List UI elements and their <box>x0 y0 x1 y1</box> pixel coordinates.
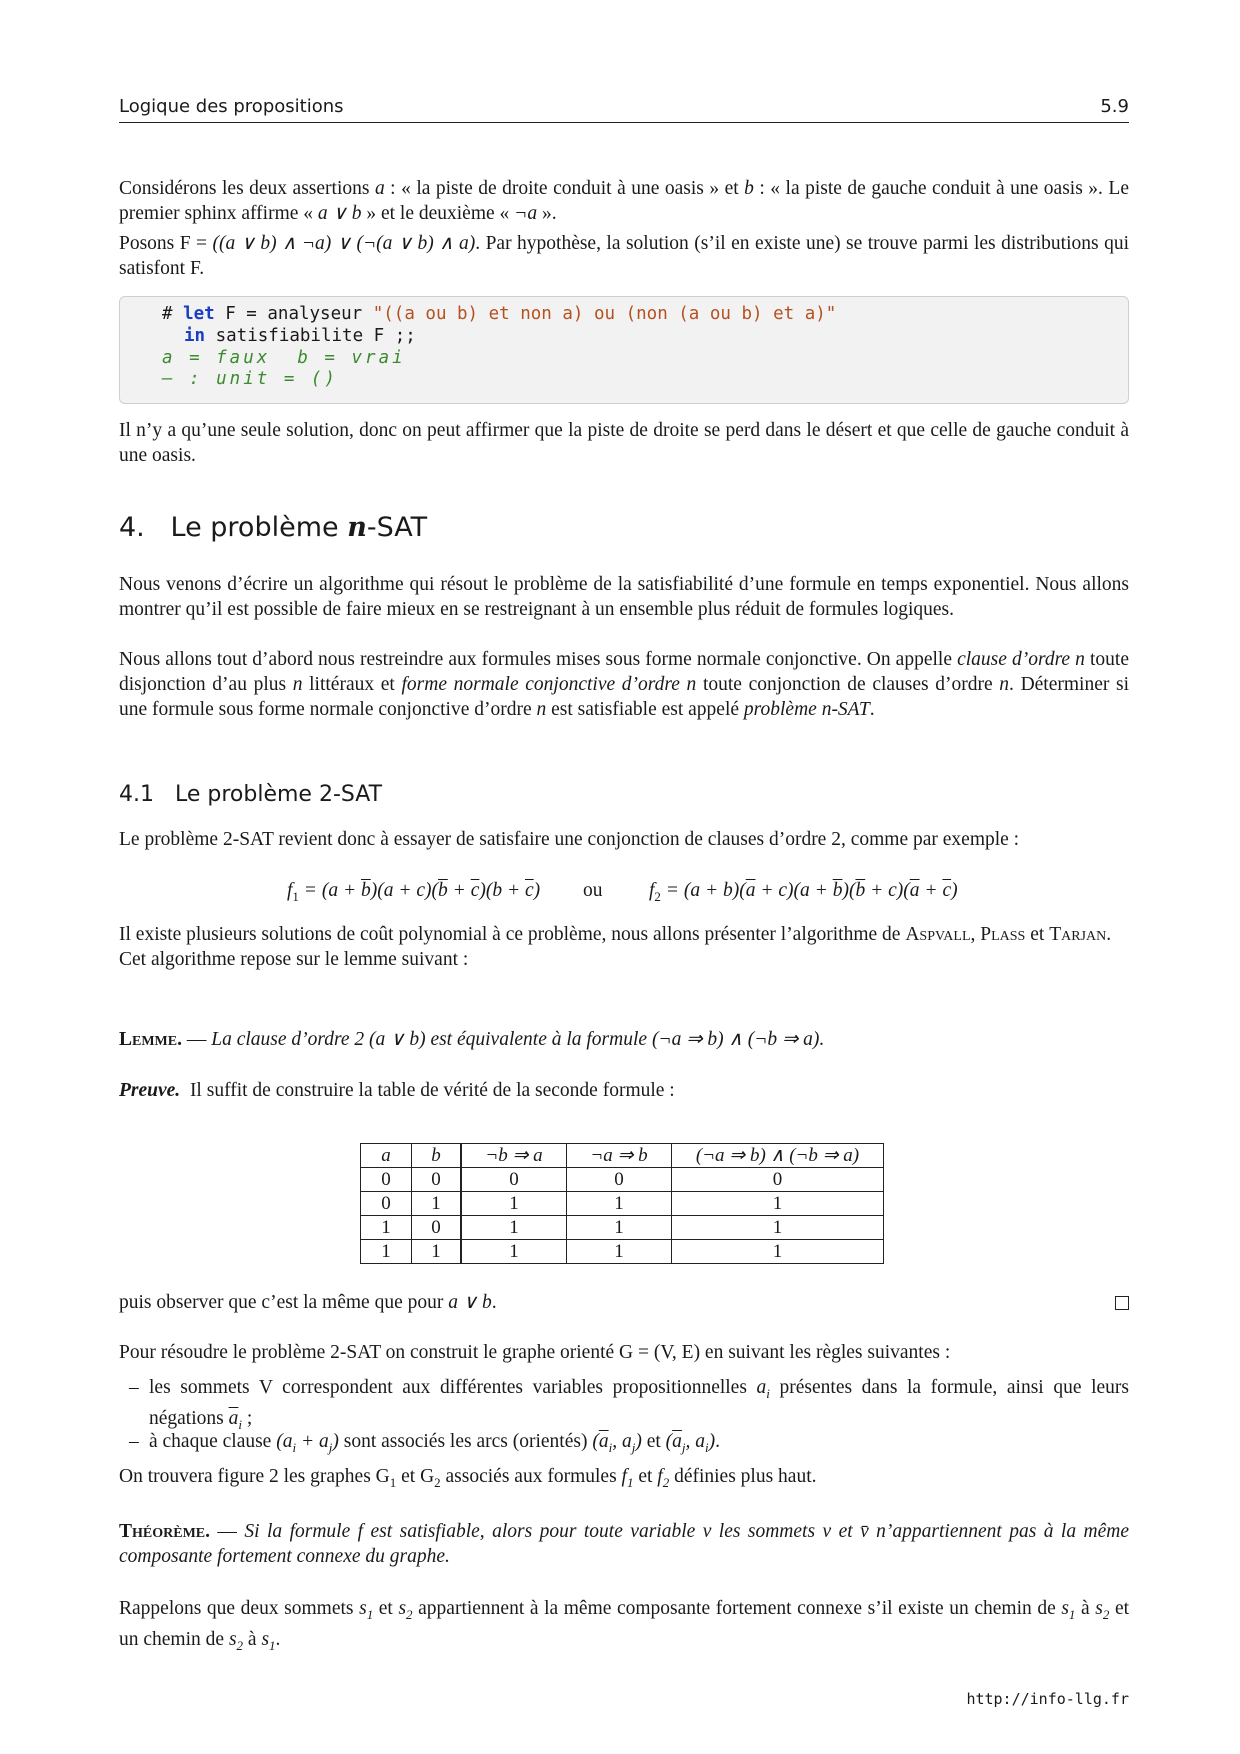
code-line-1: # let F = analyseur "((a ou b) et non a) ou (non (a ou b) et a)" <box>162 304 837 324</box>
equation-f2: $f_2 = (a + b)(\overline{a} + c)(a + \overline{b})(\overline{b} + c)(\overline{a} + \overline{c})$ <box>649 880 958 904</box>
code-output-1: a = faux b = vrai <box>162 348 406 368</box>
equation-f1: $f_1 = (a + \overline{b})(a + c)(\overline{b} + \overline{c})(b + \overline{c})$ <box>287 880 541 904</box>
table-cell: 0 <box>361 1192 412 1216</box>
table-cell: 0 <box>672 1168 884 1192</box>
footer-url[interactable]: http://info-llg.fr <box>966 1690 1129 1708</box>
running-header <box>119 96 1129 123</box>
table-cell: 1 <box>361 1240 412 1264</box>
table-row <box>361 1240 884 1264</box>
proof-end: puis observer que c’est la même que pour a ∨ b. <box>119 1292 497 1313</box>
table-cell: 1 <box>672 1216 884 1240</box>
code-block <box>119 296 1129 404</box>
proof: Preuve. Il suffit de construire la table de vérité de la seconde formule : <box>119 1080 675 1101</box>
page <box>119 0 1129 1754</box>
table-header-cell: a <box>361 1144 412 1168</box>
list-item: – à chaque clause $(a_i + a_j)$ sont associés les arcs (orientés) ($\overline{a}_i$, $a_j$) et ($\overline{a}_j$, $a_i$). <box>129 1431 721 1455</box>
table-row <box>361 1168 884 1192</box>
subsection-paragraph-2: Il existe plusieurs solutions de coût polynomial à ce problème, nous allons présenter l’algorithme de Aspvall, Plass et Tarjan. Cet algorithme repose sur le lemme suivant : <box>119 924 1112 970</box>
table-cell: 0 <box>412 1168 462 1192</box>
table-header-cell: b <box>412 1144 462 1168</box>
code-line-2: in satisfiabilite F ;; <box>184 326 416 346</box>
table-cell: 1 <box>461 1192 567 1216</box>
table-row <box>361 1216 884 1240</box>
qed-square-icon <box>1115 1296 1129 1310</box>
list-item: – les sommets V correspondent aux différentes variables propositionnelles $a_i$ présentes dans la formule, ainsi que leurs négations $\overline{a}_i$ ; <box>129 1377 1129 1432</box>
table-cell: 1 <box>412 1192 462 1216</box>
table-cell: 1 <box>567 1240 672 1264</box>
after-code-paragraph: Il n’y a qu’une seule solution, donc on peut affirmer que la piste de droite se perd dans le désert et que celle de gauche conduit à une oasis. <box>119 420 1129 466</box>
final-paragraph: Rappelons que deux sommets $s_1$ et $s_2$ appartiennent à la même composante fortement connexe s’il existe un chemin de $s_1$ à $s_2$ et un chemin de $s_2$ à $s_1$. <box>119 1598 1130 1653</box>
table-cell: 1 <box>567 1216 672 1240</box>
table-cell: 1 <box>361 1216 412 1240</box>
table-header-cell: ¬a ⇒ b <box>567 1144 672 1168</box>
formula-F: ((a ∨ b) ∧ ¬a) ∨ (¬(a ∨ b) ∧ a) <box>212 233 476 254</box>
formula-paragraph: Posons F = ((a ∨ b) ∧ ¬a) ∨ (¬(a ∨ b) ∧ a). Par hypothèse, la solution (s’il en existe une) se trouve parmi les distributions qui satisfont F. <box>119 233 1129 279</box>
table-cell: 1 <box>672 1240 884 1264</box>
lemma: Lemme. — La clause d’ordre 2 (a ∨ b) est équivalente à la formule (¬a ⇒ b) ∧ (¬b ⇒ a). <box>119 1029 825 1050</box>
section-paragraph-2: Nous allons tout d’abord nous restreindre aux formules mises sous forme normale conjonctive. On appelle clause d’ordre n toute disjonction d’au plus n littéraux et forme normale conjonctive d’ordre n toute conjonction de clauses d’ordre n. Déterminer si une formule sous forme normale conjonctive d’ordre n est satisfiable est appelé problème n-SAT. <box>119 649 1129 720</box>
table-cell: 1 <box>412 1240 462 1264</box>
header-title: Logique des propositions <box>119 96 344 117</box>
subsection-heading: 4.1 Le problème 2-SAT <box>119 782 383 807</box>
table-row <box>361 1192 884 1216</box>
figure-paragraph: On trouvera figure 2 les graphes $G_1$ et $G_2$ associés aux formules $f_1$ et $f_2$ définies plus haut. <box>119 1466 817 1490</box>
table-header-cell: (¬a ⇒ b) ∧ (¬b ⇒ a) <box>672 1144 884 1168</box>
section-paragraph-1: Nous venons d’écrire un algorithme qui résout le problème de la satisfiabilité d’une formule en temps exponentiel. Nous allons montrer qu’il est possible de faire mieux en se restreignant à un ensemble plus réduit de formules logiques. <box>119 574 1129 620</box>
table-cell: 1 <box>461 1240 567 1264</box>
table-header-cell: ¬b ⇒ a <box>461 1144 567 1168</box>
theorem: Théorème. — Si la formule f est satisfiable, alors pour toute variable v les sommets v et v̄ n’appartiennent pas à la même composante fortement connexe du graphe. <box>119 1521 1130 1567</box>
header-page-number: 5.9 <box>1100 96 1129 117</box>
table-cell: 0 <box>461 1168 567 1192</box>
subsection-paragraph-1: Le problème 2-SAT revient donc à essayer de satisfaire une conjonction de clauses d’ordre 2, comme par exemple : <box>119 829 1020 850</box>
code-output-2: – : unit = () <box>162 369 338 389</box>
table-header-row <box>361 1144 884 1168</box>
table-cell: 1 <box>672 1192 884 1216</box>
graph-paragraph: Pour résoudre le problème 2-SAT on construit le graphe orienté G = (V, E) en suivant les règles suivantes : <box>119 1342 951 1363</box>
table-cell: 0 <box>567 1168 672 1192</box>
table-cell: 0 <box>361 1168 412 1192</box>
equation-or-word: ou <box>583 880 603 901</box>
table-cell: 0 <box>412 1216 462 1240</box>
intro-paragraph: Considérons les deux assertions a : « la piste de droite conduit à une oasis » et b : « la piste de gauche conduit à une oasis ». Le premier sphinx affirme « a ∨ b » et le deuxième « ¬a ». <box>119 178 1129 224</box>
table-cell: 1 <box>567 1192 672 1216</box>
truth-table <box>360 1143 884 1264</box>
section-heading: 4. Le problème n-SAT <box>119 512 428 543</box>
table-cell: 1 <box>461 1216 567 1240</box>
